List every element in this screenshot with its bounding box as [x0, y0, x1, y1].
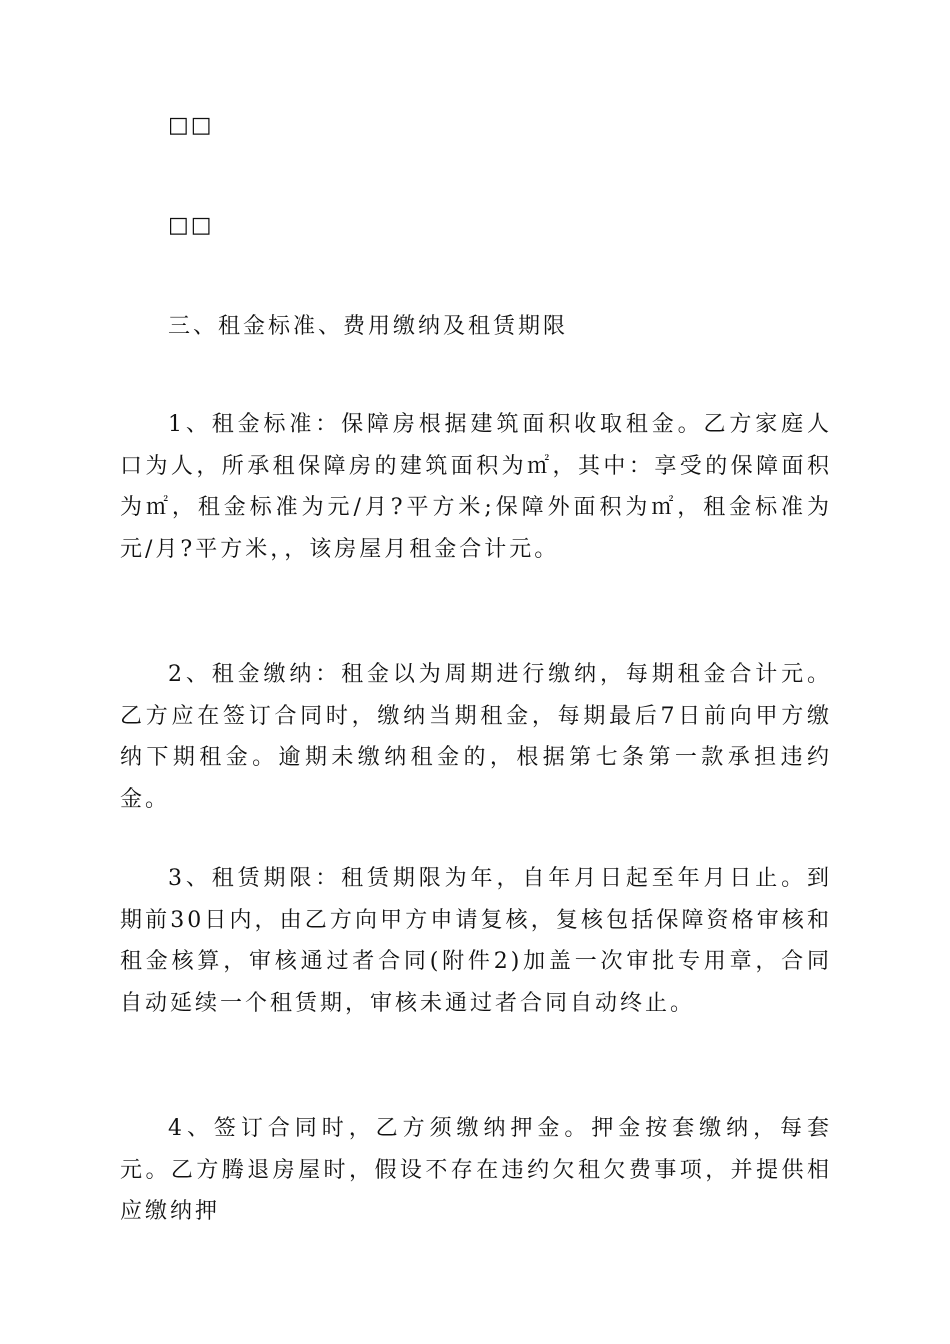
paragraph-rent-standard: 1、租金标准：保障房根据建筑面积收取租金。乙方家庭人口为人，所承租保障房的建筑面积为㎡，其中：享受的保障面积为㎡，租金标准为元/月?平方米;保障外面积为㎡，租金标准为元/月?平方米，，该房屋月租金合计元。 [120, 412, 832, 562]
placeholder-glyphs-1: □□ [168, 113, 214, 138]
section-heading: 三、租金标准、费用缴纳及租赁期限 [168, 314, 569, 339]
paragraph-lease-term: 3、租赁期限：租赁期限为年，自年月日起至年月日止。到期前30日内，由乙方向甲方申请复核，复核包括保障资格审核和租金核算，审核通过者合同(附件2)加盖一次审批专用章，合同自动延续一个租赁期，审核未通过者合同自动终止。 [120, 866, 832, 1016]
paragraph-rent-payment: 2、租金缴纳：租金以为周期进行缴纳，每期租金合计元。乙方应在签订合同时，缴纳当期租金，每期最后7日前向甲方缴纳下期租金。逾期未缴纳租金的，根据第七条第一款承担违约金。 [120, 662, 832, 812]
paragraph-deposit: 4、签订合同时，乙方须缴纳押金。押金按套缴纳，每套元。乙方腾退房屋时，假设不存在违约欠租欠费事项，并提供相应缴纳押 [120, 1116, 832, 1224]
placeholder-glyphs-2: □□ [168, 213, 214, 238]
